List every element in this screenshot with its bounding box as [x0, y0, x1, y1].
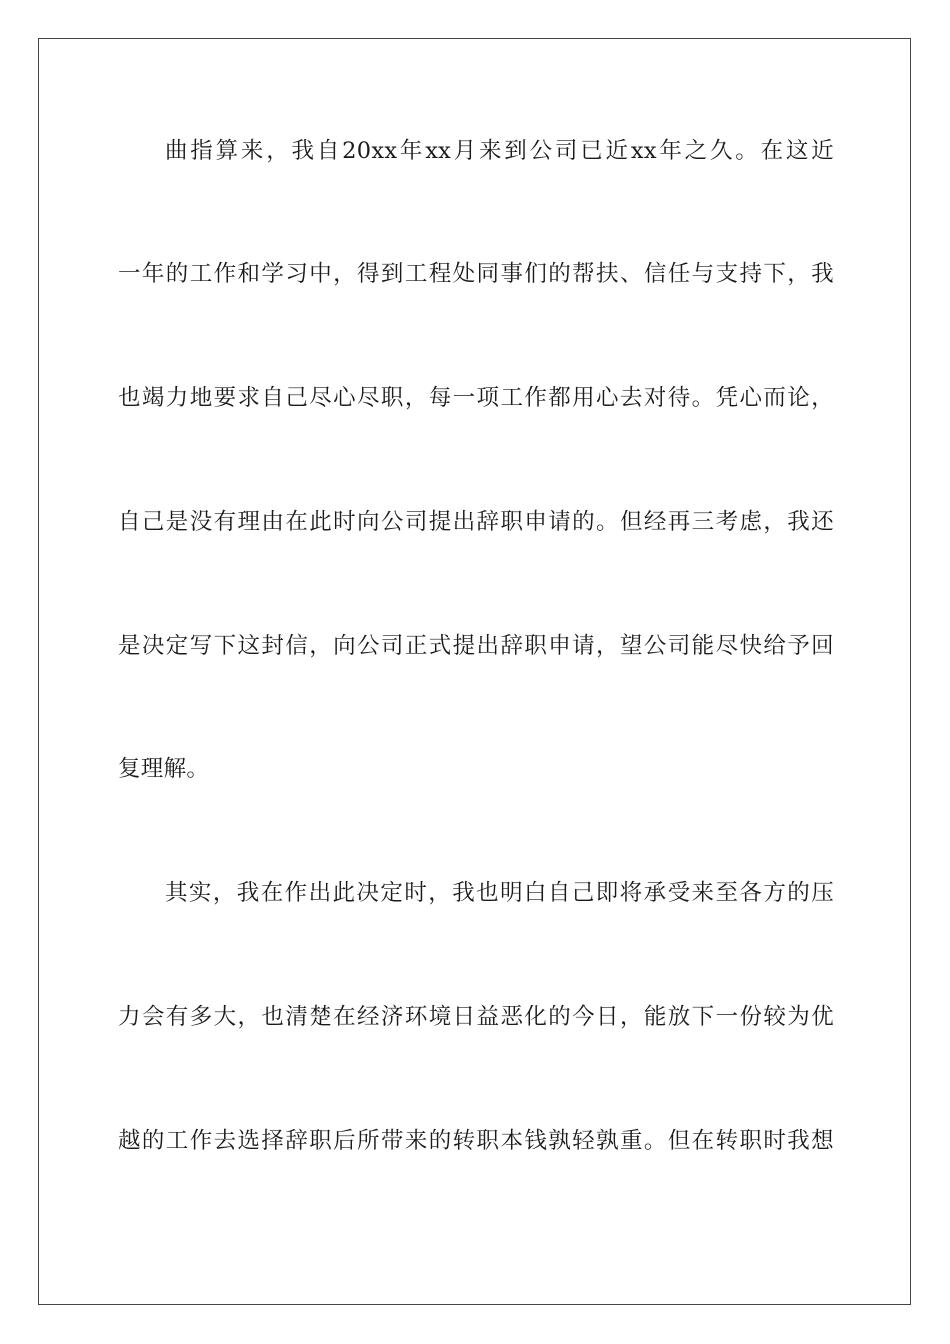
- paragraph-1-line-3: 也竭力地要求自己尽心尽职，每一项工作都用心去对待。凭心而论，: [118, 385, 834, 411]
- paragraph-1-line-2: 一年的工作和学习中，得到工程处同事们的帮扶、信任与支持下，我: [118, 261, 834, 287]
- paragraph-1-line-5: 是决定写下这封信，向公司正式提出辞职申请，望公司能尽快给予回: [118, 633, 834, 659]
- paragraph-2-line-1: 其实，我在作出此决定时，我也明白自己即将承受来至各方的压: [165, 880, 834, 906]
- paragraph-2-line-2: 力会有多大，也清楚在经济环境日益恶化的今日，能放下一份较为优: [118, 1004, 834, 1030]
- paragraph-1-line-4: 自己是没有理由在此时向公司提出辞职申请的。但经再三考虑，我还: [118, 509, 834, 535]
- paragraph-2-line-3: 越的工作去选择辞职后所带来的转职本钱孰轻孰重。但在转职时我想: [118, 1128, 834, 1154]
- paragraph-1-line-1: 曲指算来，我自20xx年xx月来到公司已近xx年之久。在这近: [165, 138, 834, 164]
- paragraph-1-line-6: 复理解。: [118, 756, 210, 782]
- page-border: [38, 38, 911, 1305]
